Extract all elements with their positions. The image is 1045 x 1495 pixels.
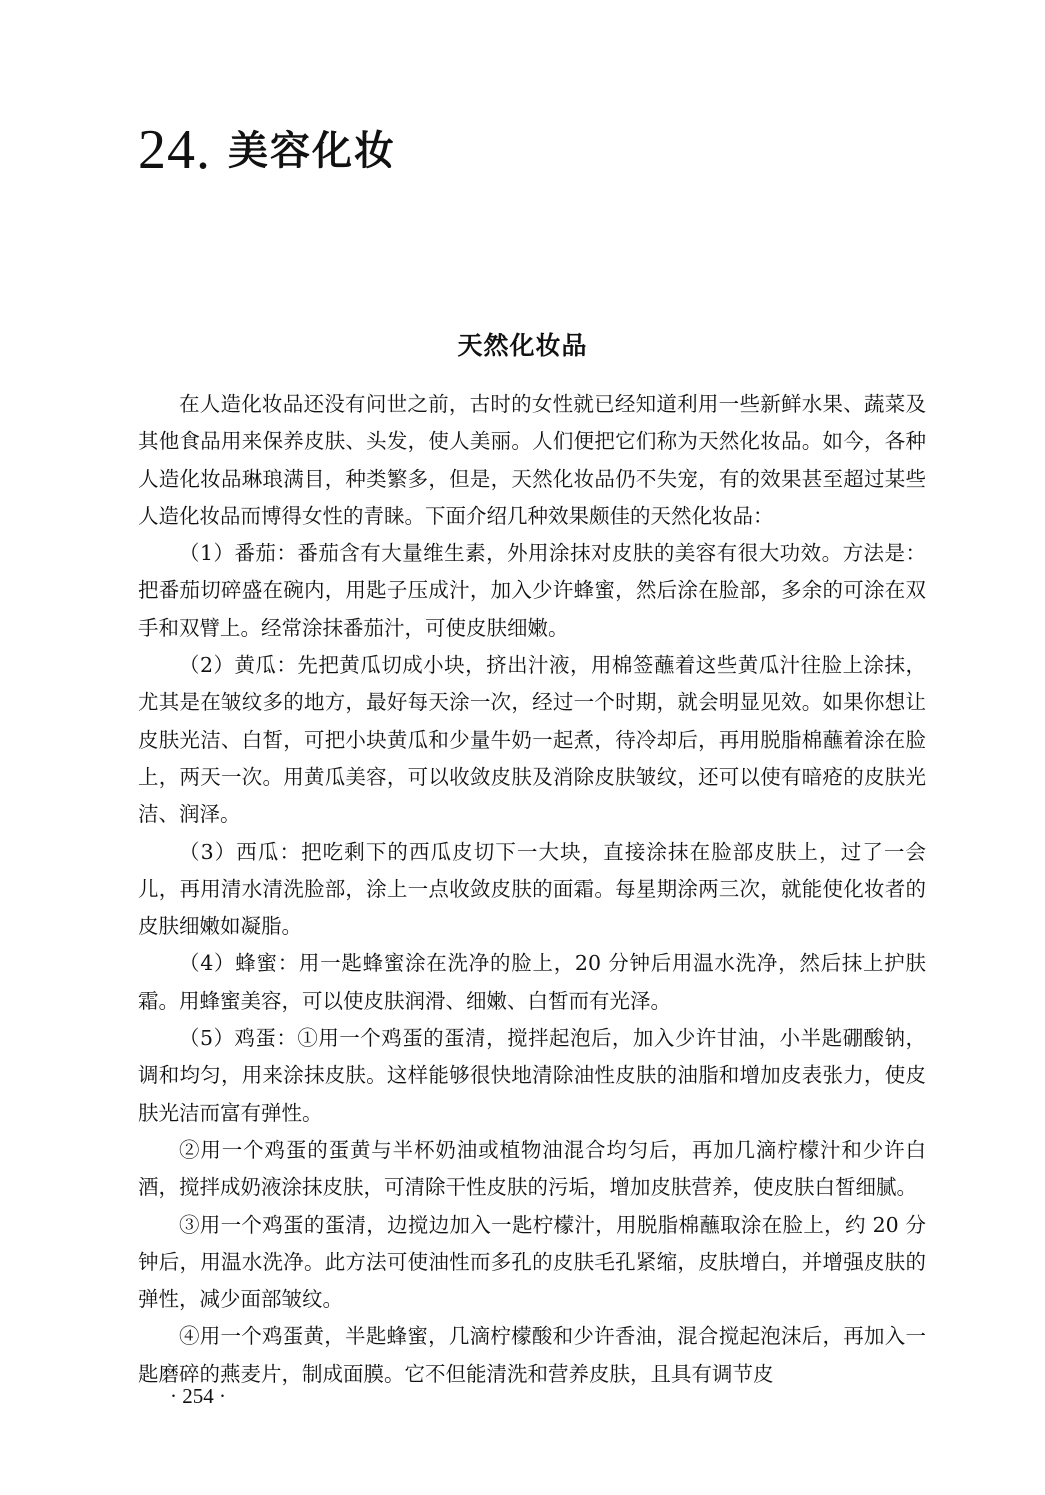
section-title: 天然化妆品 bbox=[457, 331, 588, 360]
paragraph-honey: （4）蜂蜜：用一匙蜂蜜涂在洗净的脸上，20 分钟后用温水洗净，然后抹上护肤霜。用蜂蜜美容，可以使皮肤润滑、细嫩、白皙而有光泽。 bbox=[138, 951, 926, 1013]
paragraph-egg-1: （5）鸡蛋：①用一个鸡蛋的蛋清，搅拌起泡后，加入少许甘油，小半匙硼酸钠，调和均匀，用来涂抹皮肤。这样能够很快地清除油性皮肤的油脂和增加皮表张力，使皮肤光洁而富有弹性。 bbox=[138, 1026, 926, 1125]
paragraph-intro: 在人造化妆品还没有问世之前，古时的女性就已经知道利用一些新鲜水果、蔬菜及其他食品用来保养皮肤、头发，使人美丽。人们便把它们称为天然化妆品。如今，各种人造化妆品琳琅满目，种类繁多，但是，天然化妆品仍不失宠，有的效果甚至超过某些人造化妆品而博得女性的青睐。下面介绍几种效果颇佳的天然化妆品： bbox=[138, 392, 926, 528]
chapter-heading bbox=[138, 119, 396, 181]
page-number: · 254 · bbox=[170, 1384, 226, 1408]
paragraph-egg-3: ③用一个鸡蛋的蛋清，边搅边加入一匙柠檬汁，用脱脂棉蘸取涂在脸上，约 20 分钟后，用温水洗净。此方法可使油性而多孔的皮肤毛孔紧缩，皮肤增白，并增强皮肤的弹性，减少面部皱纹。 bbox=[138, 1212, 926, 1312]
paragraph-egg-4: ④用一个鸡蛋黄，半匙蜂蜜，几滴柠檬酸和少许香油，混合搅起泡沫后，再加入一匙磨碎的燕麦片，制成面膜。它不但能清洗和营养皮肤，且具有调节皮 bbox=[138, 1324, 926, 1386]
chapter-separator: . bbox=[196, 119, 210, 181]
paragraph-cucumber: （2）黄瓜：先把黄瓜切成小块，挤出汁液，用棉签蘸着这些黄瓜汁往脸上涂抹，尤其是在皱纹多的地方，最好每天涂一次，经过一个时期，就会明显见效。如果你想让皮肤光洁、白皙，可把小块黄瓜和少量牛奶一起煮，待冷却后，再用脱脂棉蘸着涂在脸上，两天一次。用黄瓜美容，可以收敛皮肤及消除皮肤皱纹，还可以使有暗疮的皮肤光洁、润泽。 bbox=[138, 653, 926, 827]
chapter-title: 美容化妆 bbox=[228, 128, 396, 174]
body-text bbox=[138, 386, 926, 1393]
chapter-number: 24 bbox=[138, 119, 196, 181]
paragraph-egg-2: ②用一个鸡蛋的蛋黄与半杯奶油或植物油混合均匀后，再加几滴柠檬汁和少许白酒，搅拌成奶液涂抹皮肤，可清除干性皮肤的污垢，增加皮肤营养，使皮肤白皙细腻。 bbox=[138, 1137, 926, 1200]
paragraph-tomato: （1）番茄：番茄含有大量维生素，外用涂抹对皮肤的美容有很大功效。方法是：把番茄切碎盛在碗内，用匙子压成汁，加入少许蜂蜜，然后涂在脸部，多余的可涂在双手和双臂上。经常涂抹番茄汁，可使皮肤细嫩。 bbox=[138, 541, 926, 640]
paragraph-watermelon: （3）西瓜：把吃剩下的西瓜皮切下一大块，直接涂抹在脸部皮肤上，过了一会儿，再用清水清洗脸部，涂上一点收敛皮肤的面霜。每星期涂两三次，就能使化妆者的皮肤细嫩如凝脂。 bbox=[138, 839, 926, 939]
